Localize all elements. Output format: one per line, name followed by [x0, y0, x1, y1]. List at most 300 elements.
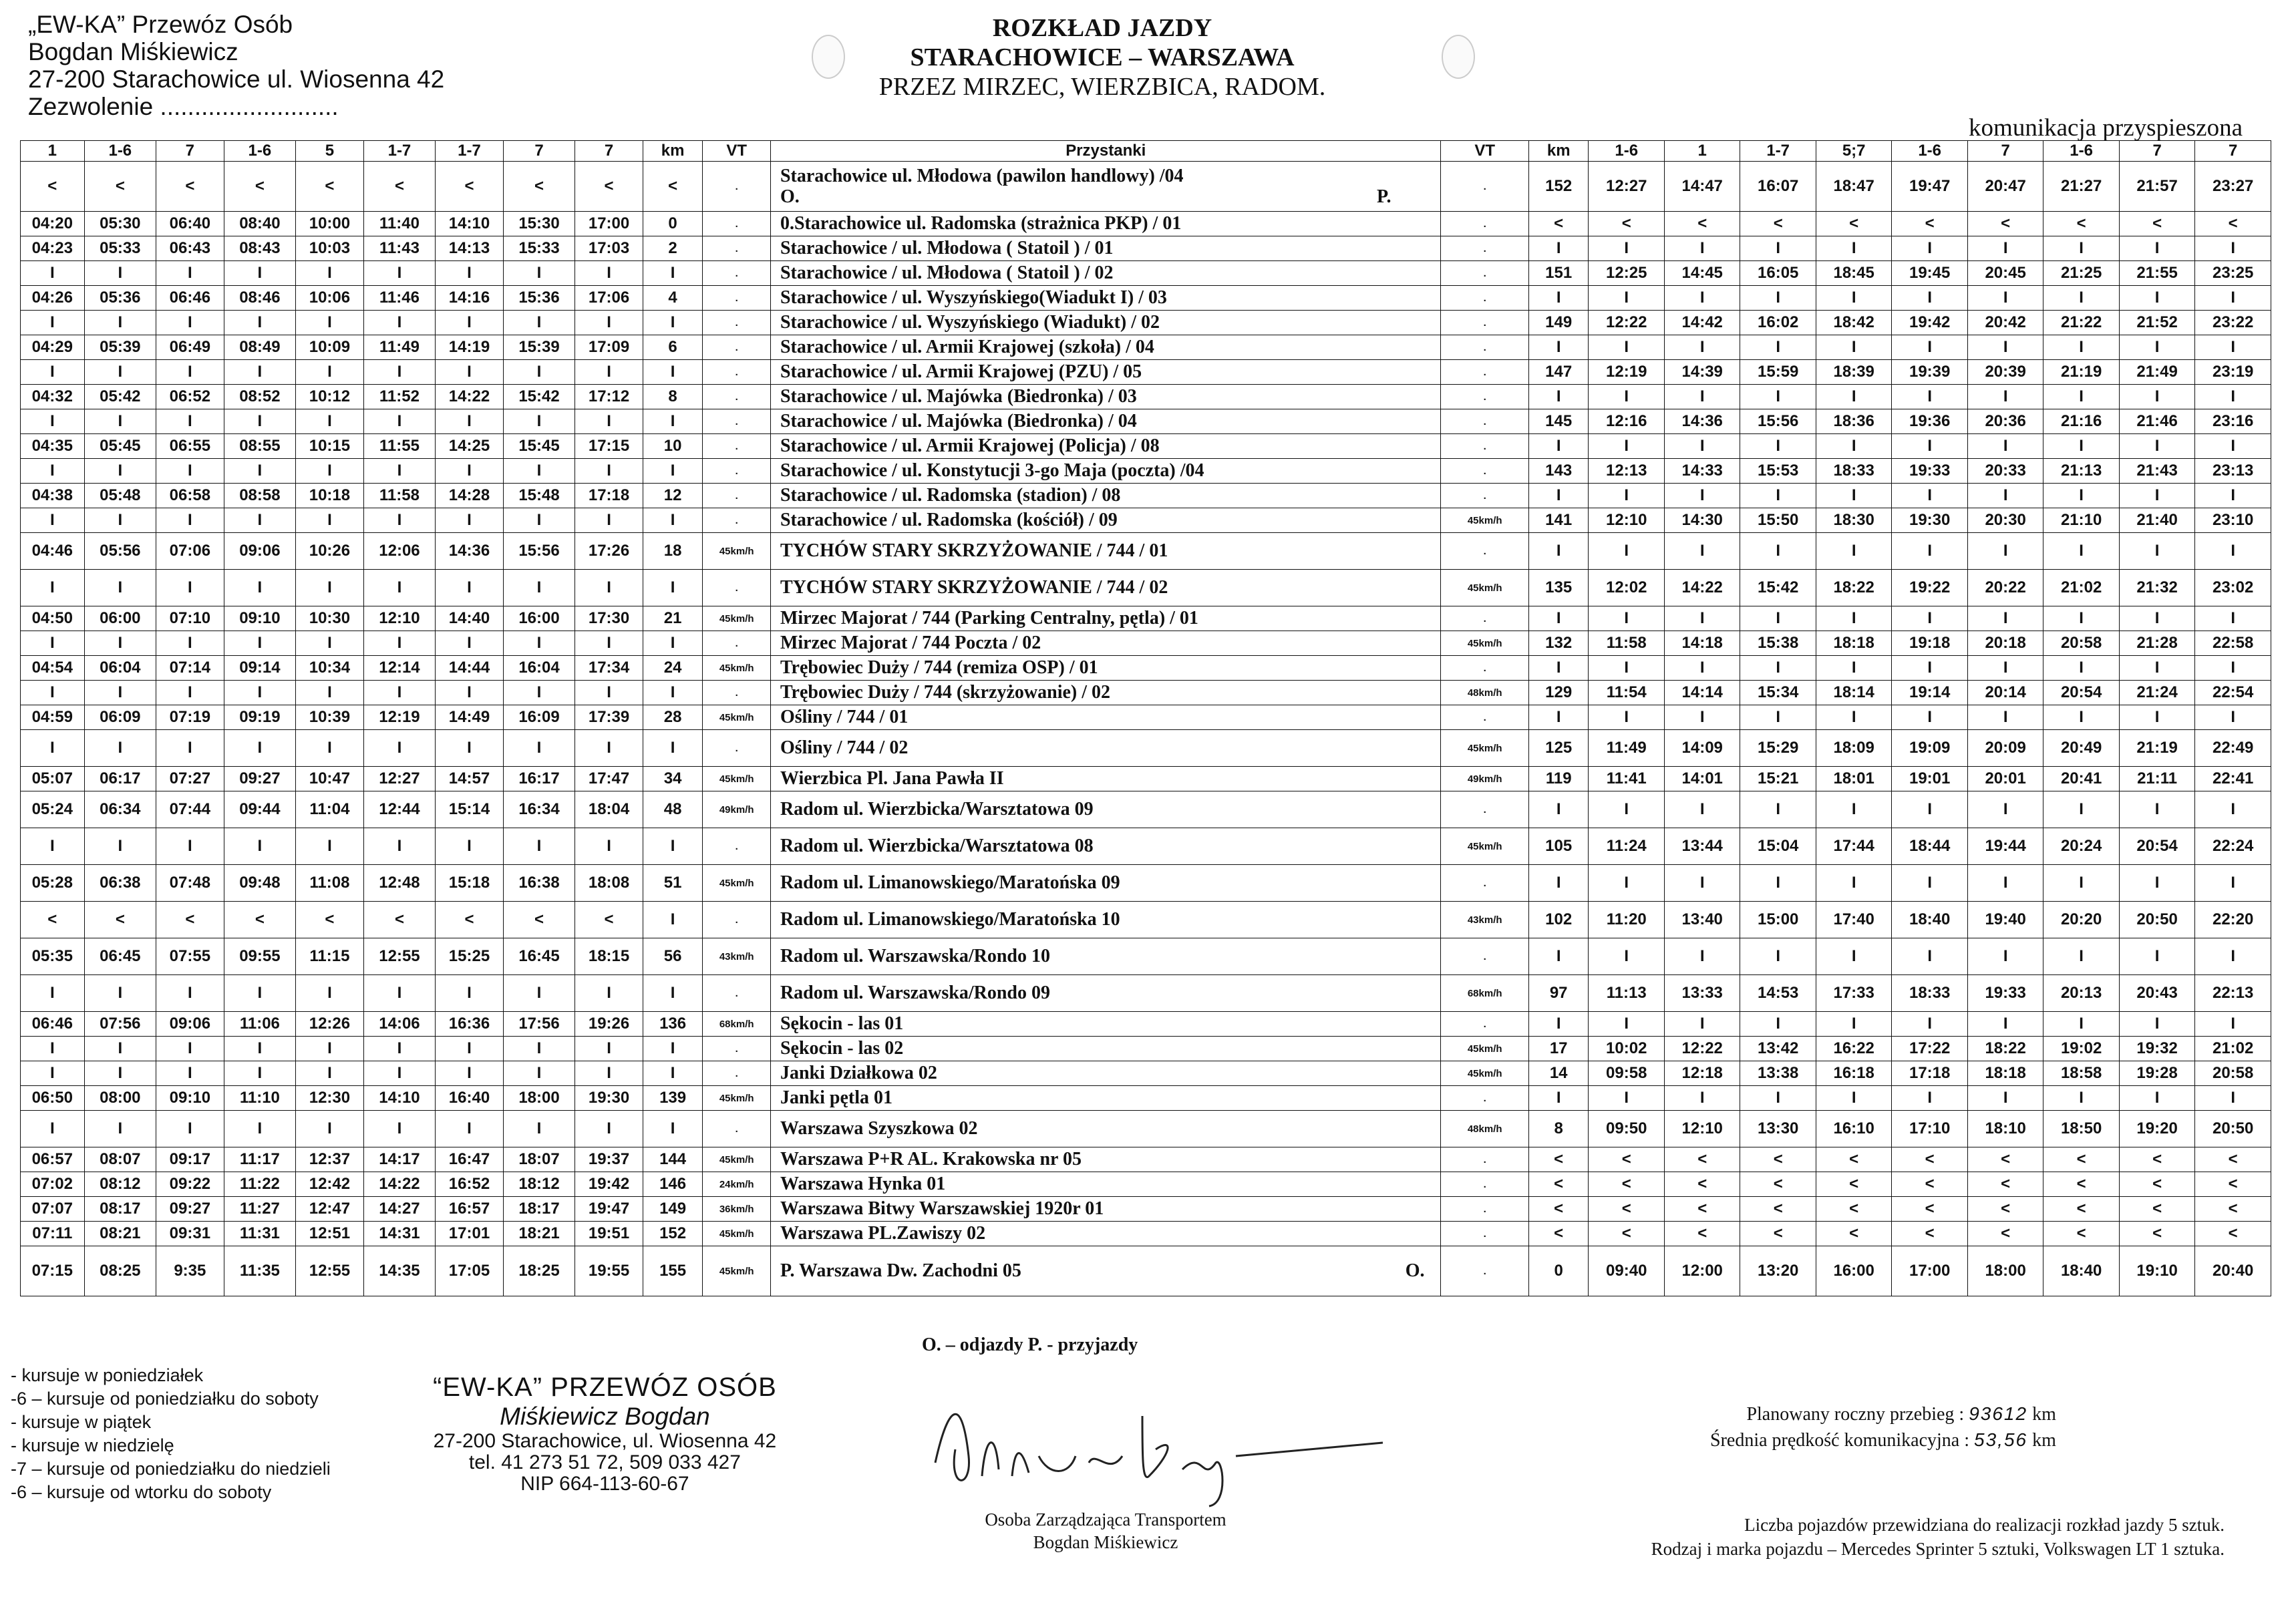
left-time-cell: I — [21, 311, 85, 335]
left-time-cell: 07:19 — [156, 705, 224, 730]
speed-cell: . — [1441, 1147, 1528, 1172]
speed-cell: 45km/h — [703, 656, 771, 681]
right-time-cell: 21:16 — [2043, 409, 2119, 434]
left-time-cell: 11:06 — [224, 1012, 296, 1037]
left-time-cell: 08:43 — [224, 236, 296, 261]
stop-name-cell: Trębowiec Duży / 744 (remiza OSP) / 01 — [770, 656, 1441, 681]
right-time-cell: < — [1967, 1222, 2043, 1246]
stop-name-cell: Starachowice / ul. Młodowa ( Statoil ) / 01 — [770, 236, 1441, 261]
right-time-cell: 16:00 — [1816, 1246, 1891, 1296]
right-time-cell: < — [1816, 1222, 1891, 1246]
left-time-cell: 08:17 — [84, 1197, 156, 1222]
left-time-cell: 12:42 — [296, 1172, 364, 1197]
left-time-cell: I — [436, 631, 504, 656]
left-time-cell: I — [21, 261, 85, 286]
right-time-cell: 14:36 — [1664, 409, 1740, 434]
right-time-cell: 17:18 — [1892, 1061, 1967, 1086]
right-time-cell: I — [1967, 791, 2043, 828]
right-time-cell: 15:50 — [1740, 508, 1816, 533]
right-time-cell: I — [1589, 434, 1664, 459]
left-time-cell: 07:27 — [156, 767, 224, 791]
left-time-cell: I — [296, 459, 364, 484]
right-time-cell: 14:33 — [1664, 459, 1740, 484]
left-time-cell: 17:39 — [575, 705, 643, 730]
right-time-cell: 17:10 — [1892, 1111, 1967, 1147]
right-time-cell: 145 — [1528, 409, 1589, 434]
left-time-cell: I — [224, 311, 296, 335]
right-time-cell: I — [1740, 938, 1816, 975]
stop-name-cell — [770, 162, 1441, 212]
right-time-cell: I — [1664, 1086, 1740, 1111]
left-time-cell: 09:31 — [156, 1222, 224, 1246]
right-time-cell: 12:19 — [1589, 360, 1664, 385]
timetable-title-block — [768, 13, 1436, 102]
left-time-cell: I — [84, 409, 156, 434]
speed-cell: . — [703, 162, 771, 212]
left-time-cell: 15:42 — [503, 385, 575, 409]
column-header: 1-7 — [436, 141, 504, 162]
table-row — [21, 975, 2271, 1012]
table-row — [21, 865, 2271, 902]
avg-speed-value: 53,56 — [1974, 1429, 2028, 1450]
right-time-cell: 14:47 — [1664, 162, 1740, 212]
left-time-cell: 08:46 — [224, 286, 296, 311]
right-time-cell: I — [1892, 1086, 1967, 1111]
right-time-cell: 12:27 — [1589, 162, 1664, 212]
left-time-cell: I — [503, 360, 575, 385]
speed-cell: . — [703, 570, 771, 606]
left-time-cell: 12:30 — [296, 1086, 364, 1111]
left-time-cell: 05:36 — [84, 286, 156, 311]
left-time-cell: 07:06 — [156, 533, 224, 570]
right-time-cell: 13:33 — [1664, 975, 1740, 1012]
left-time-cell: 04:29 — [21, 335, 85, 360]
left-time-cell: 24 — [643, 656, 703, 681]
stamp-nip: NIP 664-113-60-67 — [520, 1473, 689, 1495]
left-time-cell: 12:06 — [363, 533, 436, 570]
speed-cell: . — [703, 212, 771, 236]
speed-cell: . — [1441, 606, 1528, 631]
speed-cell: 45km/h — [1441, 631, 1528, 656]
left-time-cell: 18:07 — [503, 1147, 575, 1172]
table-row — [21, 484, 2271, 508]
table-row — [21, 162, 2271, 212]
right-time-cell: 21:11 — [2119, 767, 2194, 791]
right-time-cell: I — [1664, 656, 1740, 681]
left-time-cell: 06:45 — [84, 938, 156, 975]
right-time-cell: I — [1740, 484, 1816, 508]
right-time-cell: 15:04 — [1740, 828, 1816, 865]
right-time-cell: 09:50 — [1589, 1111, 1664, 1147]
table-row — [21, 360, 2271, 385]
left-time-cell: 15:30 — [503, 212, 575, 236]
left-time-cell: I — [436, 1061, 504, 1086]
right-time-cell: 11:41 — [1589, 767, 1664, 791]
left-time-cell: 14:13 — [436, 236, 504, 261]
right-time-cell: 21:49 — [2119, 360, 2194, 385]
right-time-cell: 22:54 — [2195, 681, 2271, 705]
right-time-cell: I — [2195, 705, 2271, 730]
left-time-cell: 152 — [643, 1222, 703, 1246]
route-stats — [1710, 1401, 2056, 1453]
speed-cell: . — [703, 975, 771, 1012]
stop-name-cell: Starachowice / ul. Radomska (kościół) / 09 — [770, 508, 1441, 533]
right-time-cell: 11:49 — [1589, 730, 1664, 767]
left-time-cell: 19:30 — [575, 1086, 643, 1111]
left-time-cell: 07:55 — [156, 938, 224, 975]
speed-cell: . — [1441, 1222, 1528, 1246]
right-time-cell: 119 — [1528, 767, 1589, 791]
right-time-cell: 21:25 — [2043, 261, 2119, 286]
right-time-cell: I — [1589, 1012, 1664, 1037]
left-time-cell: I — [296, 1061, 364, 1086]
right-time-cell: 20:58 — [2043, 631, 2119, 656]
left-time-cell: I — [503, 631, 575, 656]
right-time-cell: < — [2119, 1147, 2194, 1172]
left-time-cell: 8 — [643, 385, 703, 409]
left-time-cell: 05:24 — [21, 791, 85, 828]
left-time-cell: I — [575, 311, 643, 335]
left-time-cell: I — [21, 459, 85, 484]
right-time-cell: I — [1816, 236, 1891, 261]
right-time-cell: I — [2195, 533, 2271, 570]
right-time-cell: 17:22 — [1892, 1037, 1967, 1061]
right-time-cell: < — [1740, 1222, 1816, 1246]
stop-name: Starachowice ul. Młodowa (pawilon handlowy) /04 — [780, 166, 1184, 186]
left-time-cell: I — [363, 975, 436, 1012]
left-time-cell: 15:45 — [503, 434, 575, 459]
right-time-cell: 21:19 — [2119, 730, 2194, 767]
right-time-cell: 20:45 — [1967, 261, 2043, 286]
right-time-cell: < — [1892, 1172, 1967, 1197]
right-time-cell: I — [2043, 1012, 2119, 1037]
right-time-cell: I — [2043, 484, 2119, 508]
right-time-cell: 20:47 — [1967, 162, 2043, 212]
left-time-cell: I — [503, 261, 575, 286]
left-time-cell: I — [503, 409, 575, 434]
right-time-cell: I — [1967, 484, 2043, 508]
left-time-cell: I — [436, 1037, 504, 1061]
route-via: PRZEZ MIRZEC, WIERZBICA, RADOM. — [878, 73, 1326, 101]
left-time-cell: I — [575, 975, 643, 1012]
left-time-cell: I — [224, 570, 296, 606]
table-row — [21, 236, 2271, 261]
left-time-cell: 18:21 — [503, 1222, 575, 1246]
stop-name-cell: Starachowice / ul. Majówka (Biedronka) / 04 — [770, 409, 1441, 434]
key-line: - kursuje w poniedziałek — [11, 1365, 204, 1385]
right-time-cell: < — [1589, 1147, 1664, 1172]
right-time-cell: I — [1892, 533, 1967, 570]
right-time-cell: I — [1967, 335, 2043, 360]
left-time-cell: I — [21, 681, 85, 705]
right-time-cell: < — [1967, 1197, 2043, 1222]
right-time-cell: 20:22 — [1967, 570, 2043, 606]
right-time-cell: 20:40 — [2195, 1246, 2271, 1296]
stop-name-cell: Radom ul. Limanowskiego/Maratońska 10 — [770, 902, 1441, 938]
right-time-cell: < — [2119, 1172, 2194, 1197]
left-time-cell: < — [84, 162, 156, 212]
left-time-cell: 09:27 — [156, 1197, 224, 1222]
right-time-cell: 102 — [1528, 902, 1589, 938]
left-time-cell: I — [643, 828, 703, 865]
key-line: -6 – kursuje od wtorku do soboty — [11, 1482, 272, 1502]
stop-name-cell: Starachowice / ul. Armii Krajowej (Policja) / 08 — [770, 434, 1441, 459]
left-time-cell: 05:28 — [21, 865, 85, 902]
right-time-cell: 19:44 — [1967, 828, 2043, 865]
right-time-cell: I — [2043, 236, 2119, 261]
avg-speed-line — [1710, 1427, 2056, 1453]
right-time-cell: 18:40 — [1892, 902, 1967, 938]
right-time-cell: 18:33 — [1816, 459, 1891, 484]
right-time-cell: 20:09 — [1967, 730, 2043, 767]
left-time-cell: 9:35 — [156, 1246, 224, 1296]
left-time-cell: I — [643, 409, 703, 434]
right-time-cell: 149 — [1528, 311, 1589, 335]
right-time-cell: 14:45 — [1664, 261, 1740, 286]
left-time-cell: 18:12 — [503, 1172, 575, 1197]
right-time-cell: < — [1816, 1197, 1891, 1222]
right-time-cell: < — [2195, 1222, 2271, 1246]
left-time-cell: I — [84, 1061, 156, 1086]
right-time-cell: I — [2195, 1012, 2271, 1037]
signature-caption — [942, 1508, 1269, 1554]
table-row — [21, 1037, 2271, 1061]
left-time-cell: I — [224, 360, 296, 385]
left-time-cell: I — [436, 311, 504, 335]
left-time-cell: I — [436, 508, 504, 533]
left-time-cell: 10:39 — [296, 705, 364, 730]
right-time-cell: I — [1967, 533, 2043, 570]
left-time-cell: 07:56 — [84, 1012, 156, 1037]
right-time-cell: < — [1816, 1172, 1891, 1197]
right-time-cell: I — [2043, 656, 2119, 681]
right-time-cell: < — [1589, 1222, 1664, 1246]
right-time-cell: 20:58 — [2195, 1061, 2271, 1086]
left-time-cell: I — [643, 1111, 703, 1147]
yearly-mileage-unit: km — [2032, 1404, 2056, 1425]
left-time-cell: 04:38 — [21, 484, 85, 508]
right-time-cell: 18:22 — [1967, 1037, 2043, 1061]
column-header: 1-7 — [1740, 141, 1816, 162]
right-time-cell: I — [1589, 656, 1664, 681]
company-address: 27-200 Starachowice ul. Wiosenna 42 — [28, 65, 445, 93]
right-time-cell: I — [1528, 606, 1589, 631]
right-time-cell: 14:18 — [1664, 631, 1740, 656]
right-time-cell: < — [1967, 1172, 2043, 1197]
left-time-cell: 05:48 — [84, 484, 156, 508]
left-time-cell: 14:57 — [436, 767, 504, 791]
right-time-cell: < — [2195, 1172, 2271, 1197]
left-time-cell: I — [296, 1111, 364, 1147]
right-time-cell: 14:14 — [1664, 681, 1740, 705]
left-time-cell: 07:11 — [21, 1222, 85, 1246]
right-time-cell: 15:56 — [1740, 409, 1816, 434]
left-time-cell: 12 — [643, 484, 703, 508]
right-time-cell: 19:02 — [2043, 1037, 2119, 1061]
right-time-cell: I — [1967, 938, 2043, 975]
left-time-cell: I — [224, 1037, 296, 1061]
left-time-cell: 07:07 — [21, 1197, 85, 1222]
table-row — [21, 212, 2271, 236]
right-time-cell: I — [2119, 938, 2194, 975]
right-time-cell: 15:53 — [1740, 459, 1816, 484]
left-time-cell: I — [503, 459, 575, 484]
signature-role: Osoba Zarządzająca Transportem — [985, 1509, 1226, 1530]
left-time-cell: 05:45 — [84, 434, 156, 459]
stamp-phone: tel. 41 273 51 72, 509 033 427 — [468, 1451, 741, 1473]
right-time-cell: 14 — [1528, 1061, 1589, 1086]
right-time-cell: 23:10 — [2195, 508, 2271, 533]
column-header: 1-6 — [84, 141, 156, 162]
left-time-cell: 16:38 — [503, 865, 575, 902]
right-time-cell: 20:33 — [1967, 459, 2043, 484]
left-time-cell: 09:10 — [156, 1086, 224, 1111]
left-time-cell: 08:40 — [224, 212, 296, 236]
right-time-cell: 18:22 — [1816, 570, 1891, 606]
table-row — [21, 434, 2271, 459]
right-time-cell: I — [1892, 606, 1967, 631]
left-time-cell: 17:34 — [575, 656, 643, 681]
right-time-cell: I — [1967, 606, 2043, 631]
left-time-cell: 06:00 — [84, 606, 156, 631]
right-time-cell: I — [1589, 484, 1664, 508]
left-time-cell: I — [84, 828, 156, 865]
right-time-cell: 14:53 — [1740, 975, 1816, 1012]
left-time-cell: 14:16 — [436, 286, 504, 311]
left-time-cell: 56 — [643, 938, 703, 975]
right-time-cell: 20:14 — [1967, 681, 2043, 705]
right-time-cell: 21:22 — [2043, 311, 2119, 335]
right-time-cell: 20:39 — [1967, 360, 2043, 385]
right-time-cell: 11:20 — [1589, 902, 1664, 938]
right-time-cell: 23:25 — [2195, 261, 2271, 286]
left-time-cell: 16:36 — [436, 1012, 504, 1037]
right-time-cell: I — [1528, 236, 1589, 261]
right-time-cell: I — [1740, 791, 1816, 828]
left-time-cell: I — [575, 1111, 643, 1147]
vehicle-count: Liczba pojazdów przewidziana do realizacji rozkład jazdy 5 sztuk. — [1744, 1515, 2225, 1535]
legend-depart-arrive: O. – odjazdy P. - przyjazdy — [922, 1334, 1138, 1355]
left-time-cell: I — [224, 459, 296, 484]
right-time-cell: I — [1816, 1086, 1891, 1111]
left-time-cell: 04:20 — [21, 212, 85, 236]
left-time-cell: 05:33 — [84, 236, 156, 261]
speed-cell: 45km/h — [1441, 508, 1528, 533]
right-time-cell: I — [1740, 1012, 1816, 1037]
left-time-cell: I — [363, 1061, 436, 1086]
right-time-cell: 14:30 — [1664, 508, 1740, 533]
right-time-cell: I — [1589, 335, 1664, 360]
speed-cell: . — [703, 484, 771, 508]
left-time-cell: I — [643, 681, 703, 705]
left-time-cell: 14:17 — [363, 1147, 436, 1172]
table-row — [21, 828, 2271, 865]
right-time-cell: I — [1528, 938, 1589, 975]
right-time-cell: I — [1967, 385, 2043, 409]
left-time-cell: 14:49 — [436, 705, 504, 730]
right-time-cell: 97 — [1528, 975, 1589, 1012]
table-row — [21, 1086, 2271, 1111]
depart-mark: O. — [1405, 1260, 1425, 1281]
right-time-cell: 21:28 — [2119, 631, 2194, 656]
right-time-cell: 19:45 — [1892, 261, 1967, 286]
left-time-cell: 155 — [643, 1246, 703, 1296]
left-time-cell: I — [643, 730, 703, 767]
route-name: STARACHOWICE – WARSZAWA — [910, 43, 1295, 71]
speed-cell: . — [703, 459, 771, 484]
right-time-cell: I — [2043, 938, 2119, 975]
left-time-cell: 06:57 — [21, 1147, 85, 1172]
right-time-cell: I — [1740, 236, 1816, 261]
left-time-cell: I — [363, 459, 436, 484]
left-time-cell: < — [224, 162, 296, 212]
speed-cell: . — [703, 1111, 771, 1147]
left-time-cell: I — [84, 311, 156, 335]
left-time-cell: 09:14 — [224, 656, 296, 681]
right-time-cell: 20:43 — [2119, 975, 2194, 1012]
right-time-cell: I — [2195, 286, 2271, 311]
left-time-cell: 15:33 — [503, 236, 575, 261]
left-time-cell: 04:35 — [21, 434, 85, 459]
avg-speed-label: Średnia prędkość komunikacyjna : — [1710, 1430, 1970, 1451]
right-time-cell: 23:13 — [2195, 459, 2271, 484]
yearly-mileage-label: Planowany roczny przebieg : — [1746, 1404, 1965, 1425]
company-name: „EW-KA” Przewóz Osób — [28, 11, 293, 38]
right-time-cell: I — [1528, 434, 1589, 459]
right-time-cell: 21:02 — [2195, 1037, 2271, 1061]
left-time-cell: I — [503, 570, 575, 606]
right-time-cell: I — [1967, 705, 2043, 730]
left-time-cell: I — [156, 1111, 224, 1147]
right-time-cell: 20:42 — [1967, 311, 2043, 335]
speed-cell: 48km/h — [1441, 1111, 1528, 1147]
left-time-cell: 10:09 — [296, 335, 364, 360]
table-row — [21, 730, 2271, 767]
right-time-cell: 13:44 — [1664, 828, 1740, 865]
left-time-cell: 16:00 — [503, 606, 575, 631]
timetable-title: ROZKŁAD JAZDY — [992, 14, 1212, 42]
left-time-cell: 14:28 — [436, 484, 504, 508]
yearly-mileage-line — [1710, 1401, 2056, 1427]
right-time-cell: I — [2043, 705, 2119, 730]
right-time-cell: 19:32 — [2119, 1037, 2194, 1061]
speed-cell: 45km/h — [703, 865, 771, 902]
left-time-cell: I — [503, 828, 575, 865]
left-time-cell: I — [363, 1111, 436, 1147]
right-time-cell: < — [2043, 1172, 2119, 1197]
left-time-cell: < — [503, 162, 575, 212]
left-time-cell: 12:47 — [296, 1197, 364, 1222]
right-time-cell: 143 — [1528, 459, 1589, 484]
left-time-cell: 15:25 — [436, 938, 504, 975]
left-time-cell: I — [575, 1061, 643, 1086]
right-time-cell: 22:24 — [2195, 828, 2271, 865]
left-time-cell: 19:55 — [575, 1246, 643, 1296]
left-time-cell: I — [363, 409, 436, 434]
right-time-cell: 20:36 — [1967, 409, 2043, 434]
speed-cell: . — [1441, 791, 1528, 828]
speed-cell: . — [1441, 261, 1528, 286]
right-time-cell: I — [1892, 286, 1967, 311]
left-time-cell: < — [436, 162, 504, 212]
speed-cell: . — [1441, 533, 1528, 570]
right-time-cell: 21:32 — [2119, 570, 2194, 606]
left-time-cell: < — [156, 162, 224, 212]
punch-hole-right — [1442, 35, 1475, 79]
left-time-cell: 07:48 — [156, 865, 224, 902]
right-time-cell: 141 — [1528, 508, 1589, 533]
left-time-cell: 09:55 — [224, 938, 296, 975]
